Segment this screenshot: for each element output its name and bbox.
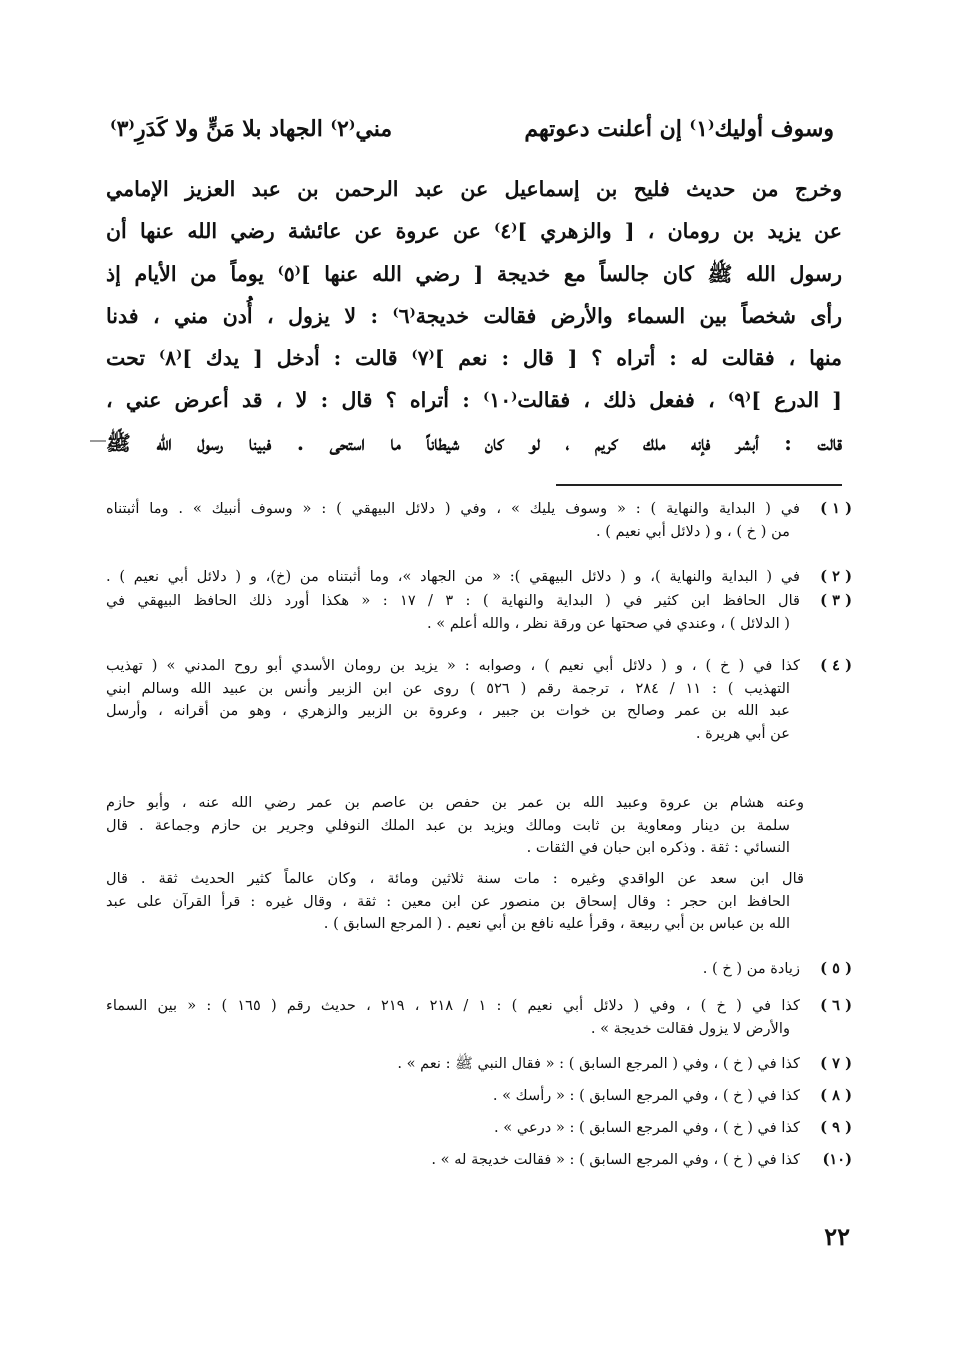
main-text-line: [ الدرع ]⁽٩⁾ ، ففعل ذلك ، فقالت⁽١٠⁾ : أتراه ؟ قال : لا ، قد أعرض عني ، — [106, 388, 842, 413]
poem-verse — [110, 108, 834, 150]
main-text-line: عن يزيد بن رومان ، [ والزهري ]⁽٤⁾ عن عروة عن عائشة رضي الله عنها أن — [106, 219, 842, 244]
footnote-text: الحافظ ابن حجر : وقال إسحاق بن منصور عن ابن معين : ثقة ، وقال غيره : قرأ القرآن على عبد — [106, 892, 790, 910]
footnote-2 — [106, 566, 852, 589]
footnote-text: النسائي : ثقة . وذكره ابن حبان في الثقات . — [526, 839, 790, 857]
footnote-number: (١٠) — [822, 1151, 852, 1168]
footnote-text: كذا في ( خ ) ، وفي المرجع السابق ) : « فقالت خديجة له » . — [431, 1151, 800, 1168]
footnote-4-paragraph-2 — [106, 792, 852, 860]
verse-first-hemistich: وسوف أوليك⁽١⁾ إن أعلنت دعوتهم — [524, 116, 834, 142]
main-text-line: رأى شخصاً بين السماء والأرض فقالت خديجة⁽٦⁾ : لا يزول ، أُدن مني ، فدنا — [106, 303, 842, 328]
main-text-line: قالت : أبشر فإنه ملك كريم ، لو كان شيطاناً ما استحى . فبينا رسول الله ﷺ — [106, 430, 842, 455]
footnote-text: التهذيب ) : ١١ / ٢٨٤ ، ترجمة رقم ( ٥٢٦ ) روى عن ابن الزبير وأنس بن عبيد الله وسالم ابني — [106, 679, 790, 697]
main-text-line: وخرج من حديث فليح بن إسماعيل عن عبد الرحمن بن عبد العزيز الإمامي — [106, 177, 842, 201]
footnote-text: عبد الله بن عمر وصالح بن خوات بن جبير ، وعروة بن الزبير والزهري ، وهو من أقرانه ، وأرسل — [106, 702, 790, 720]
footnote-text: في ( البداية والنهاية ) : « وسوف يليك » ، وفي ( دلائل البيهقي ) : « وسوف أنبيك » . وما أثبتناه — [106, 500, 800, 517]
footnote-text: عن أبي هريرة . — [695, 724, 790, 742]
verse-second-hemistich: مني⁽٢⁾ الجهاد بلا مَنٍّ ولا كَدَرِ⁽٣⁾ — [110, 116, 393, 142]
footnote-separator — [556, 484, 842, 486]
footnote-4-paragraph-3 — [106, 868, 852, 936]
footnote-number: ( ١ ) — [820, 500, 852, 517]
footnote-text: سلمة بن دينار ومعاوية بن ثابت ومالك ويزيد بن عبد الملك النوفلي وجرير بن حازم وجماعة . قال — [106, 816, 790, 834]
footnote-8 — [106, 1085, 852, 1108]
footnote-number: ( ٥ ) — [820, 960, 852, 977]
footnote-text: وعنه هشام بن عروة وعبيد الله بن عمر بن حفص بن عاصم بن عمر رضي الله عنه ، وأبو حازم — [106, 794, 804, 811]
footnote-5 — [106, 958, 852, 981]
footnote-text: كذا في ( خ ) ، وفي ( دلائل أبي نعيم ) : ١ / ٢١٨ ، ٢١٩ ، حديث رقم ( ١٦٥ ) : « بين السماء — [106, 997, 800, 1014]
main-text-line: منها ، فقالت له : أتراه ؟ [ قال : نعم ]⁽٧⁾ قالت : أدخل [ يدك ]⁽٨⁾ تحت — [106, 346, 842, 371]
footnote-10 — [106, 1149, 852, 1172]
footnote-text: كذا في ( خ ) ، وفي المرجع السابق ) : « درعي » . — [494, 1119, 800, 1136]
footnote-text: في ( البداية والنهاية )، و ( دلائل البيهقي ): « من الجهاد »، وما أثبتناه من (خ)، و ( دلائل أبي نعيم ) . — [106, 568, 800, 585]
footnote-number: ( ٦ ) — [820, 997, 852, 1014]
footnote-number: ( ٩ ) — [820, 1119, 852, 1136]
footnote-text: قال الحافظ ابن كثير في ( البداية والنهاية ) : ٣ / ١٧ : « هكذا أورد ذلك الحافظ البيهقي في — [106, 592, 800, 609]
scan-mark — [90, 440, 106, 442]
footnote-6 — [106, 995, 852, 1040]
footnote-text: والأرض لا يزول فقالت خديجة » . — [590, 1019, 790, 1037]
footnote-text: من ( خ ) ، و ( دلائل أبي نعيم ) . — [596, 522, 790, 540]
footnote-text: الله بن عباس بن أبي ربيعة ، وقرأ عليه نافع بن أبي نعيم . ( المرجع السابق ) . — [323, 915, 790, 933]
footnote-text: قال ابن سعد عن الواقدي وغيره : مات سنة ثلاثين ومائة ، وكان عالماً كثير الحديث ثقة . قال — [106, 870, 804, 887]
footnote-9 — [106, 1117, 852, 1140]
footnote-3 — [106, 590, 852, 635]
page-number: ٢٢ — [824, 1222, 850, 1251]
footnote-number: ( ٢ ) — [820, 568, 852, 585]
footnote-text: ( الدلائل ) ، وعندي في صحتها عن ورقة نظر ، والله أعلم » . — [427, 614, 790, 632]
footnote-number: ( ٨ ) — [820, 1087, 852, 1104]
footnote-number: ( ٧ ) — [820, 1055, 852, 1072]
footnote-text: كذا في ( خ ) ، و ( دلائل أبي نعيم ) ، وصوابه : « يزيد بن رومان الأسدي أبو روح المدني » ( تهذيب — [106, 657, 800, 674]
footnote-1 — [106, 498, 852, 543]
footnote-text: زيادة من ( خ ) . — [702, 960, 800, 977]
main-text-line: رسول الله ﷺ كان جالساً مع خديجة [ رضي الله عنها ]⁽٥⁾ يوماً من الأيام إذ — [106, 261, 843, 286]
footnote-number: ( ٣ ) — [820, 592, 852, 609]
footnote-number: ( ٤ ) — [820, 657, 852, 674]
footnote-text: كذا في ( خ ) ، وفي المرجع السابق ) : « رأسك » . — [492, 1087, 800, 1104]
footnote-text: كذا في ( خ ) ، وفي ( المرجع السابق ) : « فقال النبي ﷺ : نعم » . — [397, 1055, 800, 1072]
footnote-7 — [106, 1053, 852, 1076]
footnote-4 — [106, 655, 852, 745]
main-text — [106, 168, 842, 464]
